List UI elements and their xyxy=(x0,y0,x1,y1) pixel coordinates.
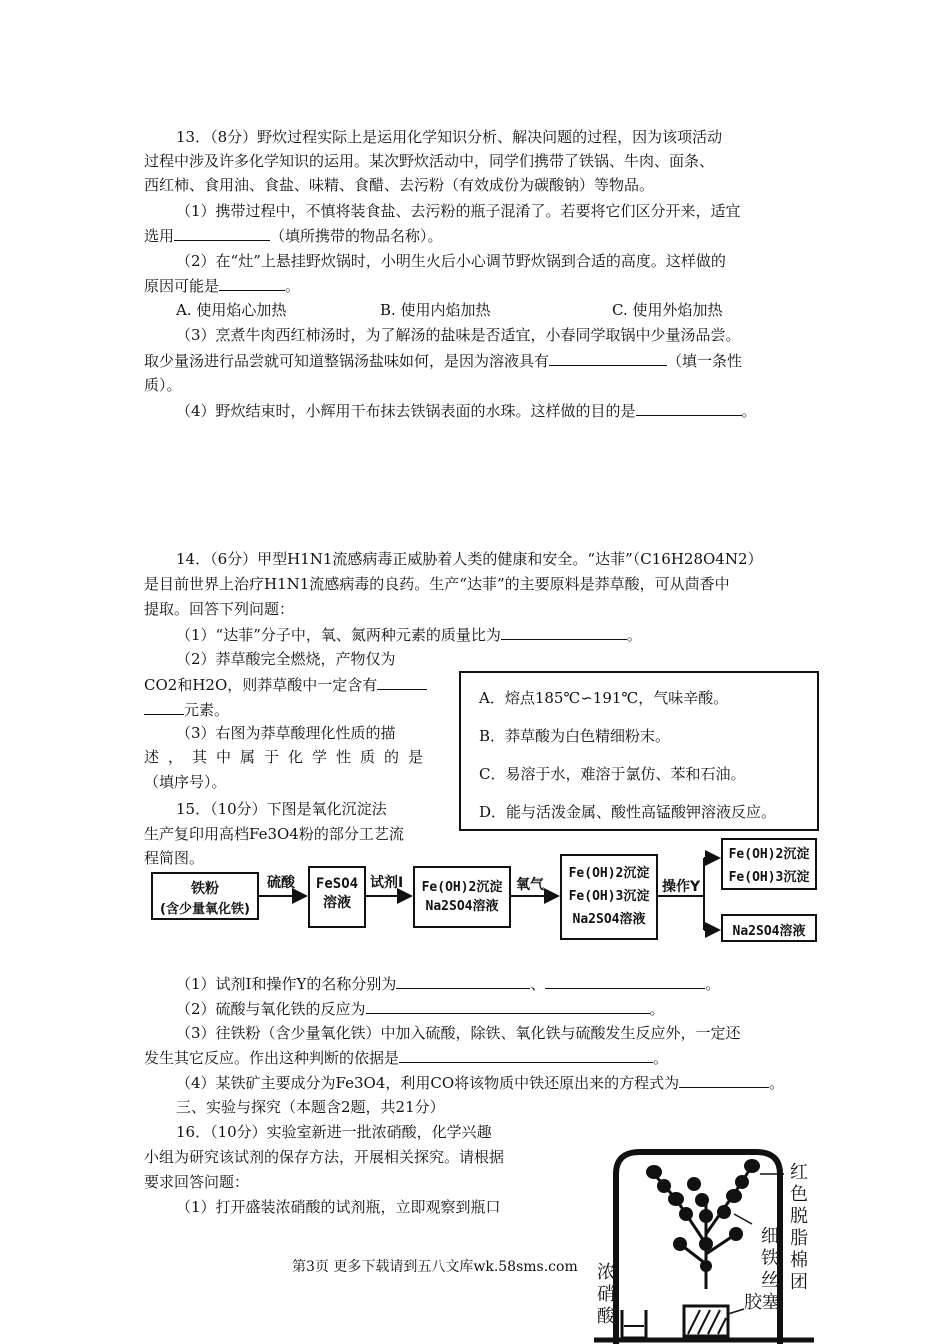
q14-line2: 是目前世界上治疗H1N1流感病毒的良药。生产“达菲”的主要原料是莽草酸，可从茴香中 xyxy=(144,575,730,593)
answer-blank[interactable] xyxy=(219,274,285,291)
box-feso4: FeSO4 溶液 xyxy=(308,866,366,928)
properties-box xyxy=(459,671,819,831)
q16-line3: 要求回答问题： xyxy=(144,1173,250,1191)
answer-blank[interactable] xyxy=(501,623,627,640)
q16-line4: （1）打开盛装浓硝酸的试剂瓶，立即观察到瓶口 xyxy=(176,1198,501,1216)
section-heading: 三、实验与探究（本题含2题，共21分） xyxy=(176,1098,445,1116)
q13-line1: 13．（8分）野炊过程实际上是运用化学知识分析、解决问题的过程，因为该项活动 xyxy=(176,128,723,146)
q14-part2a: （2）莽草酸完全燃烧，产物仅为 xyxy=(176,650,396,668)
q13-part3c: 质）。 xyxy=(144,376,182,394)
box-feoh2-na2so4: Fe(OH)2沉淀 Na2SO4溶液 xyxy=(413,866,511,928)
label-iron-wire: 细铁丝 xyxy=(761,1226,779,1291)
q13-part1a: （1）携带过程中，不慎将装食盐、去污粉的瓶子混淆了。若要将它们区分开来，适宜 xyxy=(176,202,741,220)
box-iron-powder: 铁粉 (含少量氧化铁) xyxy=(151,872,259,920)
q14-part3c: （填序号）。 xyxy=(144,773,227,791)
q13-part3a: （3）烹煮牛肉西红柿汤时，为了解汤的盐味是否适宜，小春同学取锅中少量汤品尝。 xyxy=(176,326,741,344)
label-operation-y: 操作Y xyxy=(662,879,701,895)
answer-blank[interactable] xyxy=(377,673,427,690)
label-reagent-1: 试剂Ⅰ xyxy=(370,875,404,891)
label-oxygen: 氧气 xyxy=(516,877,544,893)
q14-line1: 14．（6分）甲型H1N1流感病毒正威胁着人类的健康和安全。“达菲”（C16H28O4N2） xyxy=(176,550,763,568)
flow-arrows xyxy=(148,838,828,948)
q14-part2b: CO2和H2O，则莽草酸中一定含有 xyxy=(144,673,427,696)
q15-part4: （4）某铁矿主要成分为Fe3O4，利用CO将该物质中铁还原出来的方程式为 。 xyxy=(176,1071,784,1094)
q14-part1: （1）“达菲”分子中，氧、氮两种元素的质量比为 。 xyxy=(176,623,642,646)
property-a: A．熔点185℃∽191℃，气味辛酸。 xyxy=(479,689,729,707)
label-rubber-plug: 胶塞 xyxy=(744,1292,780,1313)
answer-blank[interactable] xyxy=(549,349,667,366)
q15-part2: （2）硫酸与氧化铁的反应为 。 xyxy=(176,997,665,1020)
q15-part3a: （3）往铁粉（含少量氧化铁）中加入硫酸，除铁、氧化铁与硫酸发生反应外，一定还 xyxy=(176,1024,741,1042)
option-b: B. 使用内焰加热 xyxy=(380,301,491,319)
apparatus-diagram xyxy=(584,1144,824,1344)
q15-line2: 生产复印用高档Fe3O4粉的部分工艺流 xyxy=(144,825,404,843)
q14-part3a: （3）右图为莽草酸理化性质的描 xyxy=(176,724,396,742)
q14-line3: 提取。回答下列问题： xyxy=(144,600,295,618)
box-mixed-precipitate: Fe(OH)2沉淀 Fe(OH)3沉淀 Na2SO4溶液 xyxy=(560,854,658,940)
label-nitric-acid: 浓硝酸 xyxy=(597,1262,615,1327)
option-a: A. 使用焰心加热 xyxy=(176,301,287,319)
answer-blank[interactable] xyxy=(144,698,184,715)
answer-blank[interactable] xyxy=(545,972,705,989)
box-precipitates: Fe(OH)2沉淀 Fe(OH)3沉淀 xyxy=(721,838,817,890)
option-c: C. 使用外焰加热 xyxy=(612,301,723,319)
answer-blank[interactable] xyxy=(679,1071,769,1088)
q13-part2b: 原因可能是 。 xyxy=(144,274,300,297)
q14-part3b: 述，其中属于化学性质的是 xyxy=(144,748,433,766)
q13-part1b: 选用 （填所携带的物品名称）。 xyxy=(144,224,443,247)
answer-blank[interactable] xyxy=(174,224,270,241)
label-red-cotton: 红色脱脂棉团 xyxy=(790,1162,808,1293)
label-sulfuric-acid: 硫酸 xyxy=(267,875,295,891)
answer-blank[interactable] xyxy=(396,972,530,989)
answer-blank[interactable] xyxy=(399,1046,653,1063)
q15-part3b: 发生其它反应。作出这种判断的依据是 。 xyxy=(144,1046,668,1069)
q16-line2: 小组为研究该试剂的保存方法，开展相关探究。请根据 xyxy=(144,1148,505,1166)
property-c: C．易溶于水，难溶于氯仿、苯和石油。 xyxy=(479,765,746,783)
property-b: B．莽草酸为白色精细粉末。 xyxy=(479,727,671,745)
q16-line1: 16．（10分）实验室新进一批浓硝酸，化学兴趣 xyxy=(176,1123,492,1141)
answer-blank[interactable] xyxy=(366,997,650,1014)
q15-line1: 15．（10分）下图是氧化沉淀法 xyxy=(176,800,387,818)
q15-line3: 程简图。 xyxy=(144,849,205,867)
box-na2so4-solution: Na2SO4溶液 xyxy=(721,914,817,942)
page-footer: 第3页 更多下载请到五八文库wk.58sms.com xyxy=(292,1259,578,1275)
q13-line2: 过程中涉及许多化学知识的运用。某次野炊活动中，同学们携带了铁锅、牛肉、面条、 xyxy=(144,152,715,170)
q13-part3b: 取少量汤进行品尝就可知道整锅汤盐味如何，是因为溶液具有 （填一条性 xyxy=(144,349,742,372)
q13-line3: 西红柿、食用油、食盐、味精、食醋、去污粉（有效成份为碳酸钠）等物品。 xyxy=(144,176,655,194)
q15-part1: （1）试剂Ⅰ和操作Y的名称分别为 、 。 xyxy=(176,972,720,995)
answer-blank[interactable] xyxy=(636,399,742,416)
q13-part4: （4）野炊结束时，小辉用干布抹去铁锅表面的水珠。这样做的目的是 。 xyxy=(176,399,757,422)
q14-part2c: 元素。 xyxy=(144,698,229,721)
q13-part2a: （2）在“灶”上悬挂野炊锅时，小明生火后小心调节野炊锅到合适的高度。这样做的 xyxy=(176,252,726,270)
property-d: D．能与活泼金属、酸性高锰酸钾溶液反应。 xyxy=(479,803,777,821)
